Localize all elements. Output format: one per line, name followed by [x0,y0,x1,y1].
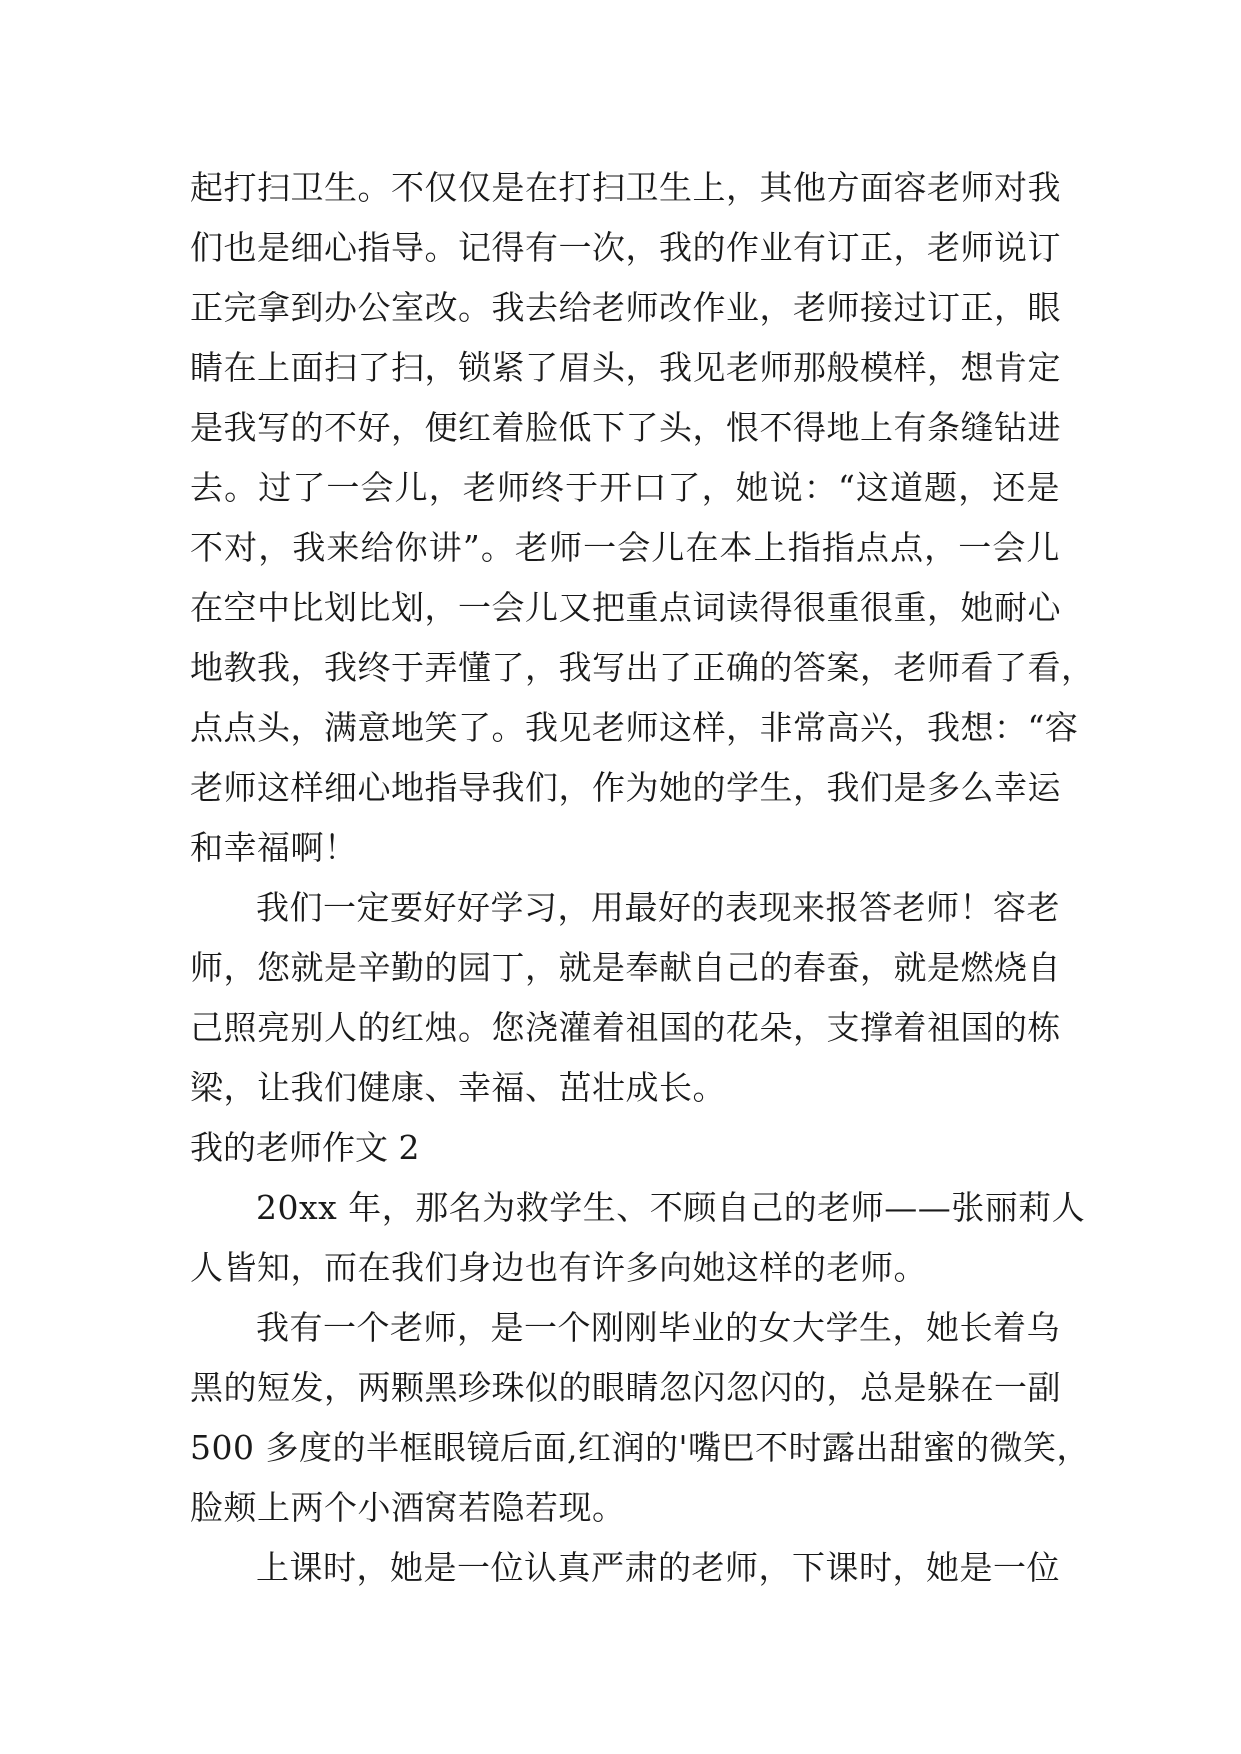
text-line: 是我写的不好，便红着脸低下了头，恨不得地上有条缝钻进 [190,408,1061,447]
document-body [190,158,1095,1598]
paragraph-5 [190,1538,1060,1598]
paragraph-3 [190,1178,1086,1298]
text-line: 去。过了一会儿，老师终于开口了，她说：“这道题，还是 [190,468,1060,507]
text-line: 脸颊上两个小酒窝若隐若现。 [190,1488,626,1527]
text-line: 们也是细心指导。记得有一次，我的作业有订正，老师说订 [190,228,1061,267]
text-line: 师，您就是辛勤的园丁，就是奉献自己的春蚕，就是燃烧自 [190,948,1061,987]
text-line: 点点头，满意地笑了。我见老师这样，非常高兴，我想：“容 [190,708,1079,747]
text-line: 黑的短发，两颗黑珍珠似的眼睛忽闪忽闪的，总是躲在一副 [190,1368,1061,1407]
text-line: 和幸福啊！ [190,828,358,867]
text-line: 我有一个老师，是一个刚刚毕业的女大学生，她长着乌 [256,1308,1060,1347]
text-line: 老师这样细心地指导我们，作为她的学生，我们是多么幸运 [190,768,1061,807]
text-line: 我们一定要好好学习，用最好的表现来报答老师！容老 [256,888,1060,927]
text-line: 500 多度的半框眼镜后面,红润的'嘴巴不时露出甜蜜的微笑， [190,1428,1091,1467]
text-line: 地教我，我终于弄懂了，我写出了正确的答案，老师看了看， [190,648,1095,687]
paragraph-2 [190,878,1060,1118]
text-line: 梁，让我们健康、幸福、茁壮成长。 [190,1068,726,1107]
section-heading [190,1118,1060,1178]
paragraph-1 [190,158,1095,878]
text-line: 不对，我来给你讲”。老师一会儿在本上指指点点，一会儿 [190,528,1060,567]
text-line: 睛在上面扫了扫，锁紧了眉头，我见老师那般模样，想肯定 [190,348,1061,387]
heading-text: 我的老师作文 2 [190,1128,420,1167]
text-line: 人皆知，而在我们身边也有许多向她这样的老师。 [190,1248,927,1287]
text-line: 上课时，她是一位认真严肃的老师，下课时，她是一位 [256,1548,1060,1587]
text-line: 在空中比划比划，一会儿又把重点词读得很重很重，她耐心 [190,588,1061,627]
text-line: 起打扫卫生。不仅仅是在打扫卫生上，其他方面容老师对我 [190,168,1061,207]
text-line: 己照亮别人的红烛。您浇灌着祖国的花朵，支撑着祖国的栋 [190,1008,1061,1047]
text-line: 20xx 年，那名为救学生、不顾自己的老师——张丽莉人 [256,1188,1086,1227]
paragraph-4 [190,1298,1091,1538]
text-line: 正完拿到办公室改。我去给老师改作业，老师接过订正，眼 [190,288,1061,327]
